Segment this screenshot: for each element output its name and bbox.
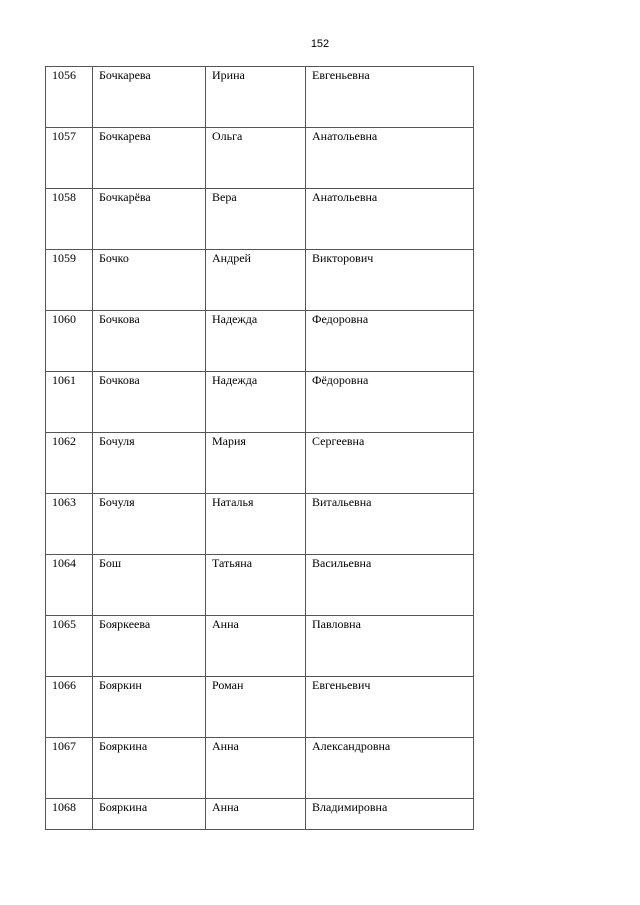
table-row — [46, 616, 474, 677]
patronymic-cell: Васильевна — [306, 555, 474, 616]
patronymic-cell: Владимировна — [306, 799, 474, 830]
surname-cell: Бочкарёва — [93, 189, 206, 250]
surname-cell: Бочуля — [93, 433, 206, 494]
patronymic-cell: Федоровна — [306, 311, 474, 372]
surname-cell: Бояркеева — [93, 616, 206, 677]
patronymic-cell: Евгеньевна — [306, 67, 474, 128]
row-number-cell: 1068 — [46, 799, 93, 830]
surname-cell: Бочкова — [93, 372, 206, 433]
patronymic-cell: Александровна — [306, 738, 474, 799]
table-row — [46, 433, 474, 494]
table-row — [46, 677, 474, 738]
patronymic-cell: Викторович — [306, 250, 474, 311]
row-number-cell: 1060 — [46, 311, 93, 372]
patronymic-cell: Евгеньевич — [306, 677, 474, 738]
row-number-cell: 1061 — [46, 372, 93, 433]
first-name-cell: Надежда — [206, 372, 306, 433]
surname-cell: Бош — [93, 555, 206, 616]
patronymic-cell: Анатольевна — [306, 128, 474, 189]
surname-cell: Бояркина — [93, 799, 206, 830]
surname-cell: Бочкова — [93, 311, 206, 372]
row-number-cell: 1058 — [46, 189, 93, 250]
row-number-cell: 1064 — [46, 555, 93, 616]
patronymic-cell: Витальевна — [306, 494, 474, 555]
surname-cell: Бояркин — [93, 677, 206, 738]
patronymic-cell: Фёдоровна — [306, 372, 474, 433]
row-number-cell: 1059 — [46, 250, 93, 311]
first-name-cell: Ольга — [206, 128, 306, 189]
first-name-cell: Анна — [206, 616, 306, 677]
first-name-cell: Татьяна — [206, 555, 306, 616]
table-row — [46, 372, 474, 433]
first-name-cell: Роман — [206, 677, 306, 738]
first-name-cell: Наталья — [206, 494, 306, 555]
table-row — [46, 494, 474, 555]
surname-cell: Бояркина — [93, 738, 206, 799]
surname-cell: Бочуля — [93, 494, 206, 555]
patronymic-cell: Павловна — [306, 616, 474, 677]
first-name-cell: Вера — [206, 189, 306, 250]
table-row — [46, 189, 474, 250]
patronymic-cell: Анатольевна — [306, 189, 474, 250]
table-row — [46, 67, 474, 128]
table-row — [46, 799, 474, 830]
table-row — [46, 311, 474, 372]
row-number-cell: 1067 — [46, 738, 93, 799]
first-name-cell: Анна — [206, 799, 306, 830]
first-name-cell: Андрей — [206, 250, 306, 311]
table-row — [46, 555, 474, 616]
table-row — [46, 128, 474, 189]
surname-cell: Бочкарева — [93, 128, 206, 189]
surname-cell: Бочкарева — [93, 67, 206, 128]
roster-table — [45, 66, 474, 830]
first-name-cell: Анна — [206, 738, 306, 799]
patronymic-cell: Сергеевна — [306, 433, 474, 494]
row-number-cell: 1056 — [46, 67, 93, 128]
row-number-cell: 1066 — [46, 677, 93, 738]
first-name-cell: Мария — [206, 433, 306, 494]
roster-table-body — [46, 67, 474, 830]
row-number-cell: 1065 — [46, 616, 93, 677]
row-number-cell: 1057 — [46, 128, 93, 189]
first-name-cell: Ирина — [206, 67, 306, 128]
first-name-cell: Надежда — [206, 311, 306, 372]
row-number-cell: 1062 — [46, 433, 93, 494]
table-row — [46, 738, 474, 799]
surname-cell: Бочко — [93, 250, 206, 311]
page-number: 152 — [310, 38, 330, 50]
table-row — [46, 250, 474, 311]
row-number-cell: 1063 — [46, 494, 93, 555]
